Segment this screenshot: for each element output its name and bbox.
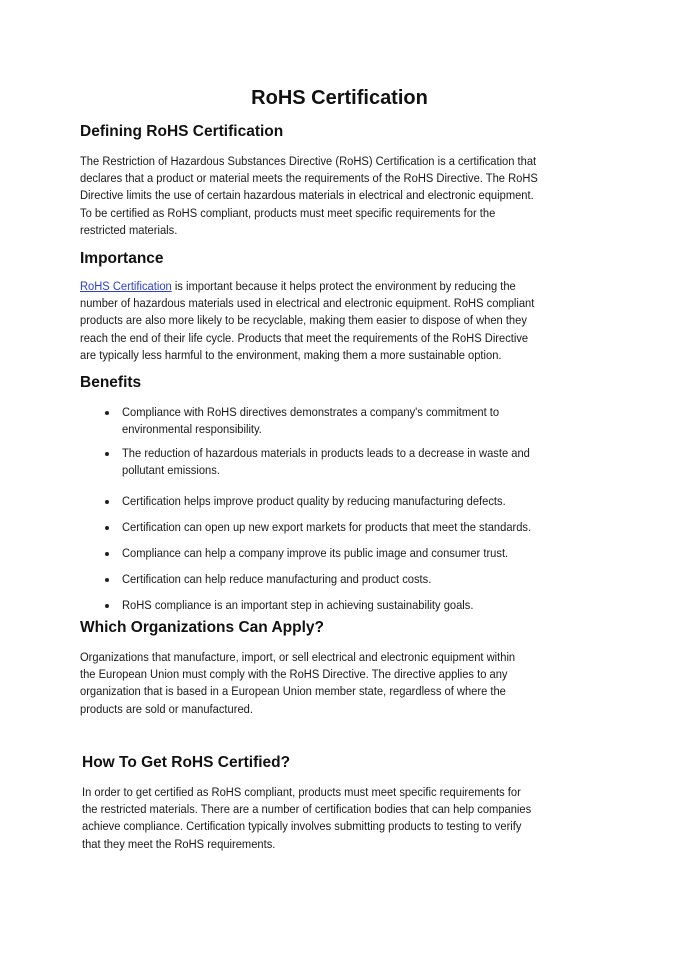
list-item-line: Compliance can help a company improve its public image and consumer trust. (122, 546, 509, 560)
paragraph-line (80, 278, 516, 294)
list-item-line: Certification can help reduce manufacturing and product costs. (122, 572, 432, 586)
bullet-icon (105, 526, 109, 530)
list-item-line: Compliance with RoHS directives demonstrates a company's commitment to (122, 405, 500, 419)
paragraph-line: reach the end of their life cycle. Products that meet the requirements of the RoHS Directive (80, 330, 529, 345)
list-item-line: Certification helps improve product quality by reducing manufacturing defects. (122, 494, 506, 508)
section-heading: Which Organizations Can Apply? (80, 619, 324, 636)
bullet-icon (105, 500, 109, 504)
paragraph-line: To be certified as RoHS compliant, products must meet specific requirements for the (80, 205, 496, 220)
paragraph-line: products are sold or manufactured. (80, 701, 253, 716)
paragraph-line: achieve compliance. Certification typically involves submitting products to testing to verify (82, 819, 522, 834)
rohs-certification-link[interactable]: RoHS Certification (80, 279, 172, 293)
paragraph-line: the European Union must comply with the RoHS Directive. The directive applies to any (80, 667, 508, 682)
paragraph-line: declares that a product or material meets the requirements of the RoHS Directive. The RoHS (80, 171, 538, 186)
list-item-line: RoHS compliance is an important step in achieving sustainability goals. (122, 598, 474, 612)
paragraph-line: the restricted materials. There are a number of certification bodies that can help companies (82, 802, 532, 817)
list-item-line: The reduction of hazardous materials in products leads to a decrease in waste and (122, 446, 530, 460)
document-title: RoHS Certification (251, 87, 428, 109)
bullet-icon (105, 552, 109, 556)
paragraph-text: is important because it helps protect the environment by reducing the (171, 279, 516, 293)
paragraph-line: The Restriction of Hazardous Substances Directive (RoHS) Certification is a certification that (80, 154, 537, 168)
bullet-icon (105, 452, 109, 456)
paragraph-line: are typically less harmful to the environment, making them a more sustainable option. (80, 347, 502, 362)
paragraph-line: Directive limits the use of certain hazardous materials in electrical and electronic equipment. (80, 188, 534, 203)
bullet-icon (105, 604, 109, 608)
paragraph-line: restricted materials. (80, 222, 178, 237)
bullet-icon (105, 411, 109, 415)
paragraph-line: products are also more likely to be recyclable, making them easier to dispose of when they (80, 313, 527, 328)
paragraph-line: number of hazardous materials used in electrical and electronic equipment. RoHS compliant (80, 296, 535, 311)
section-heading: How To Get RoHS Certified? (82, 754, 291, 771)
paragraph-line: In order to get certified as RoHS compliant, products must meet specific requirements for (82, 785, 521, 799)
bullet-icon (105, 578, 109, 582)
list-item-line: environmental responsibility. (122, 422, 262, 437)
paragraph-line: that they meet the RoHS requirements. (82, 836, 276, 851)
list-item-line: Certification can open up new export markets for products that meet the standards. (122, 520, 532, 534)
section-heading: Benefits (80, 374, 142, 391)
section-heading: Importance (80, 250, 164, 267)
paragraph-line: organization that is based in a European Union member state, regardless of where the (80, 684, 506, 699)
paragraph-line: Organizations that manufacture, import, or sell electrical and electronic equipment within (80, 650, 516, 664)
list-item-line: pollutant emissions. (122, 463, 220, 478)
section-heading: Defining RoHS Certification (80, 123, 284, 140)
